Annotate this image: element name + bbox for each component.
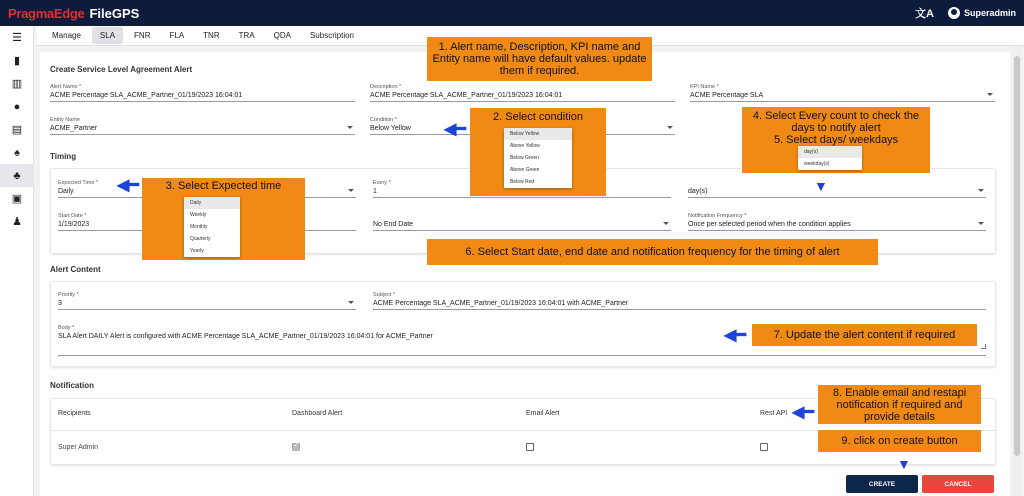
body-value: SLA Alert DAILY Alert is configured with ACME Percentage SLA_ACME_Partner_01/19/2023 16:04:01 for ACME_Partner: [58, 333, 433, 340]
every-label: Every *: [373, 180, 391, 186]
people-icon[interactable]: ♟: [12, 216, 22, 228]
chevron-down-icon: [347, 126, 353, 129]
end-date-select[interactable]: [373, 219, 671, 231]
condition-option[interactable]: Below Green: [510, 155, 539, 161]
end-date-field[interactable]: [373, 213, 671, 231]
top-bar: [0, 0, 1024, 26]
arrow-left-icon: ◀━: [724, 327, 746, 344]
scrollbar[interactable]: [1012, 46, 1022, 496]
sidebar: [0, 26, 34, 496]
condition-option[interactable]: Above Green: [510, 167, 540, 173]
condition-option[interactable]: Above Yellow: [510, 143, 540, 149]
notification-frequency-select[interactable]: [688, 219, 986, 231]
kpi-name-select[interactable]: [690, 90, 995, 102]
resize-handle-icon[interactable]: [981, 344, 986, 349]
description-field[interactable]: [370, 84, 675, 102]
expected-time-dropdown: [184, 197, 240, 257]
chevron-down-icon: [987, 93, 993, 96]
alert-content-title: Alert Content: [50, 265, 101, 274]
bar-chart-icon[interactable]: ▥: [11, 78, 23, 90]
notification-frequency-value: Once per selected period when the condition applies: [688, 221, 851, 228]
kpi-name-field[interactable]: [690, 84, 995, 102]
days-value: day(s): [688, 188, 708, 195]
condition-option[interactable]: Below Yellow: [504, 128, 572, 140]
arrow-left-icon: ◀━: [117, 177, 139, 194]
chevron-down-icon: [667, 126, 673, 129]
start-date-input[interactable]: 1/19/2023: [58, 219, 356, 231]
annotation-4-5: 4. Select Every count to check the days to notify alert 5. Select days/ weekdays: [742, 107, 930, 173]
rest-api-checkbox[interactable]: [760, 443, 768, 451]
annotation-9: 9. click on create button: [818, 430, 981, 452]
priority-field[interactable]: [58, 292, 356, 310]
expected-time-value: Daily: [58, 188, 74, 195]
tab-fnr[interactable]: FNR: [134, 31, 151, 40]
product-name: FileGPS: [89, 5, 140, 21]
subject-field[interactable]: [373, 292, 986, 310]
annotation-3: 3. Select Expected time: [142, 178, 305, 260]
col-email-alert: Email Alert: [526, 410, 560, 417]
tab-sla[interactable]: SLA: [92, 27, 123, 44]
document-icon[interactable]: ▤: [11, 124, 23, 136]
condition-value: Below Yellow: [370, 125, 411, 132]
tab-fla[interactable]: FLA: [169, 31, 185, 40]
subject-input[interactable]: ACME Percentage SLA_ACME_Partner_01/19/2023 16:04:01 with ACME_Partner: [373, 298, 986, 310]
menu-icon[interactable]: ☰: [12, 32, 22, 44]
subject-label: Subject *: [373, 292, 396, 298]
notification-title: Notification: [50, 381, 94, 390]
annotation-6: 6. Select Start date, end date and notification frequency for the timing of alert: [427, 239, 878, 265]
tab-qda[interactable]: QDA: [273, 31, 291, 40]
form-title: Create Service Level Agreement Alert: [50, 65, 193, 74]
days-dropdown: [798, 146, 862, 170]
translate-icon[interactable]: 文A: [915, 8, 934, 20]
description-input[interactable]: ACME Percentage SLA_ACME_Partner_01/19/2023 16:04:01: [370, 90, 675, 102]
priority-value: 3: [58, 300, 62, 307]
bell-icon[interactable]: ♠: [14, 146, 20, 159]
kpi-name-value: ACME Percentage SLA: [690, 92, 764, 99]
alert-name-label: Alert Name *: [50, 84, 82, 90]
recipient-name: Super Admin: [58, 444, 99, 451]
priority-label: Priority *: [58, 292, 79, 298]
alert-settings-icon[interactable]: ♣: [0, 164, 34, 187]
dashboard-alert-checkbox[interactable]: [292, 443, 300, 451]
arrow-left-icon: ◀━: [444, 121, 466, 138]
user-name: Superadmin: [963, 8, 1016, 18]
body-label: Body *: [58, 325, 75, 331]
chevron-down-icon: [663, 222, 669, 225]
cancel-button[interactable]: CANCEL: [922, 475, 994, 493]
col-recipients: Recipients: [58, 410, 91, 417]
tab-subscription[interactable]: Subscription: [309, 31, 354, 40]
tab-manage[interactable]: Manage: [52, 31, 81, 40]
box-icon[interactable]: ▣: [11, 193, 23, 205]
condition-option[interactable]: Below Red: [510, 179, 535, 185]
alert-name-field[interactable]: [50, 84, 355, 102]
days-option[interactable]: day(s): [798, 146, 862, 158]
user-circle-icon[interactable]: ●: [13, 100, 21, 113]
chevron-down-icon: [348, 301, 354, 304]
chevron-down-icon: [348, 189, 354, 192]
annotation-1: 1. Alert name, Description, KPI name and Entity name will have default values. update them if required.: [427, 37, 652, 81]
notification-frequency-label: Notification Frequency *: [688, 213, 747, 219]
expected-time-option[interactable]: Quarterly: [190, 236, 211, 242]
annotation-2: 2. Select condition: [470, 108, 606, 196]
condition-label: Condition *: [370, 117, 397, 123]
scroll-thumb[interactable]: [1014, 56, 1020, 456]
every-input[interactable]: 1: [373, 186, 671, 198]
description-label: Description *: [370, 84, 402, 90]
timing-title: Timing: [50, 152, 77, 161]
start-date-label: Start Date *: [58, 213, 87, 219]
entity-name-field[interactable]: [50, 117, 355, 135]
brand-logo[interactable]: PragmaEdge: [8, 5, 85, 21]
create-button[interactable]: CREATE: [846, 475, 918, 493]
entity-name-select[interactable]: [50, 123, 355, 135]
tab-tra[interactable]: TRA: [238, 31, 255, 40]
files-icon[interactable]: ▮: [13, 55, 21, 67]
expected-time-option[interactable]: Daily: [184, 197, 240, 209]
user-avatar-icon: [948, 7, 960, 19]
email-alert-checkbox[interactable]: [526, 443, 534, 451]
tab-tnr[interactable]: TNR: [203, 31, 220, 40]
col-rest-api: Rest API: [760, 410, 788, 417]
annotation-8: 8. Enable email and restapi notification if required and provide details: [818, 385, 981, 424]
arrow-down-icon: ▼: [814, 178, 828, 194]
entity-name-label: Entity Name: [50, 117, 80, 123]
days-select[interactable]: [688, 186, 986, 198]
chevron-down-icon: [978, 222, 984, 225]
expected-time-option[interactable]: Yearly: [190, 248, 204, 254]
entity-name-value: ACME_Partner: [50, 125, 98, 132]
priority-select[interactable]: [58, 298, 356, 310]
chevron-down-icon: [978, 189, 984, 192]
arrow-left-icon: ◀━: [792, 404, 814, 421]
condition-dropdown: [504, 128, 572, 188]
expected-time-option[interactable]: Weekly: [190, 212, 207, 218]
days-option[interactable]: weekday(s): [804, 161, 830, 167]
end-date-value: No End Date: [373, 221, 414, 228]
user-menu[interactable]: [948, 7, 1016, 19]
kpi-name-label: KPI Name *: [690, 84, 719, 90]
expected-time-label: Expected Time *: [58, 180, 99, 186]
days-field[interactable]: [688, 180, 986, 198]
notification-frequency-field[interactable]: [688, 213, 986, 231]
expected-time-option[interactable]: Monthly: [190, 224, 208, 230]
col-dashboard-alert: Dashboard Alert: [292, 410, 343, 417]
arrow-down-icon: ▼: [897, 456, 911, 472]
alert-name-input[interactable]: ACME Percentage SLA_ACME_Partner_01/19/2023 16:04:01: [50, 90, 355, 102]
annotation-7: 7. Update the alert content if required: [752, 324, 977, 346]
